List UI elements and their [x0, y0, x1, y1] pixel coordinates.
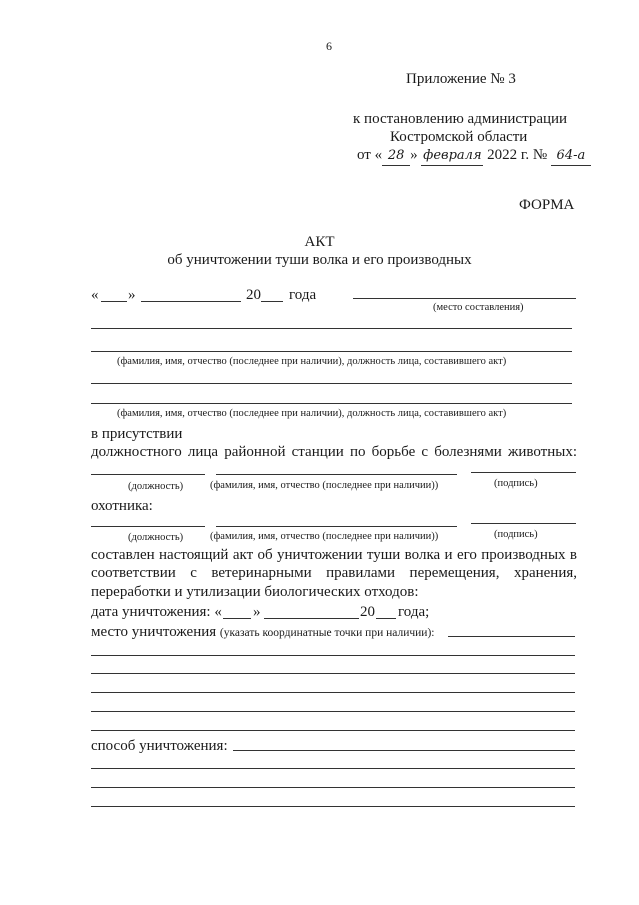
person-line: [91, 383, 572, 384]
date-mid: »: [410, 147, 418, 163]
place-line: [91, 655, 575, 656]
person-caption-1: (фамилия, имя, отчество (последнее при наличии), должность лица, составившего акт): [117, 356, 507, 367]
body-line-3: переработки и утилизации биологических отходов:: [91, 584, 419, 600]
person-caption-2: (фамилия, имя, отчество (последнее при наличии), должность лица, составившего акт): [117, 408, 507, 419]
handwritten-number: 64-а: [551, 147, 591, 166]
appendix-line-1: к постановлению администрации: [353, 111, 568, 127]
official-label: должностного лица районной станции по борьбе с болезнями животных:: [91, 444, 577, 460]
month-blank: [141, 301, 241, 302]
appendix-title: Приложение № 3: [406, 71, 516, 87]
place-line: [91, 673, 575, 674]
appendix-date-line: [357, 146, 591, 166]
date-prefix: от «: [357, 147, 383, 163]
act-subtitle: об уничтожении туши волка и его производных: [167, 252, 472, 268]
person-line: [91, 328, 572, 329]
method-line: [91, 806, 575, 807]
presence-label: в присутствии: [91, 426, 183, 442]
position-blank: [91, 474, 205, 475]
handwritten-month: февраля: [421, 147, 483, 166]
name-blank: [216, 526, 457, 527]
method-label: способ уничтожения:: [91, 738, 228, 754]
person-line: [91, 351, 572, 352]
destruction-day-blank: [223, 618, 251, 619]
signature-blank: [471, 523, 576, 524]
place-hint: (указать координатные точки при наличии):: [219, 627, 435, 639]
place-line: [91, 692, 575, 693]
method-line: [91, 768, 575, 769]
position-caption: (должность): [128, 481, 184, 492]
body-line-2: соответствии с ветеринарными правилами перемещения, хранения,: [91, 565, 577, 581]
hunter-label: охотника:: [91, 498, 153, 514]
signature-blank: [471, 472, 576, 473]
signature-caption: (подпись): [494, 478, 538, 489]
destruction-month-blank: [264, 618, 359, 619]
year-suffix: года: [289, 287, 317, 303]
appendix-line-2: Костромской области: [390, 129, 528, 145]
destruction-year-blank: [376, 618, 396, 619]
page-number: 6: [326, 39, 332, 53]
year-prefix: 20: [246, 287, 261, 303]
destruction-year-suffix: года;: [398, 604, 430, 620]
method-line: [91, 787, 575, 788]
position-caption: (должность): [128, 532, 184, 543]
name-blank: [216, 474, 457, 475]
place-label: [91, 623, 434, 642]
year-text: 2022 г. №: [487, 147, 548, 163]
destruction-date-mid: »: [253, 604, 261, 620]
name-caption: (фамилия, имя, отчество (последнее при наличии)): [210, 531, 439, 542]
place-line: [91, 711, 575, 712]
place-caption: (место составления): [433, 302, 524, 313]
destruction-year: 20: [360, 604, 375, 620]
place-blank: [353, 298, 576, 299]
date-open-quote: «: [91, 287, 99, 303]
method-blank: [233, 750, 575, 751]
date-close-quote: »: [128, 287, 136, 303]
day-blank: [101, 301, 127, 302]
place-blank: [448, 636, 575, 637]
place-line: [91, 730, 575, 731]
handwritten-day: 28: [382, 147, 410, 166]
person-line: [91, 403, 572, 404]
body-line-1: составлен настоящий акт об уничтожении туши волка и его производных в: [91, 547, 577, 563]
year-blank: [261, 301, 283, 302]
place-label-text: место уничтожения: [91, 624, 217, 640]
act-title: АКТ: [304, 234, 335, 250]
signature-caption: (подпись): [494, 529, 538, 540]
name-caption: (фамилия, имя, отчество (последнее при наличии)): [210, 480, 439, 491]
destruction-date-label: дата уничтожения: «: [91, 604, 222, 620]
form-label: ФОРМА: [519, 197, 575, 213]
position-blank: [91, 526, 205, 527]
